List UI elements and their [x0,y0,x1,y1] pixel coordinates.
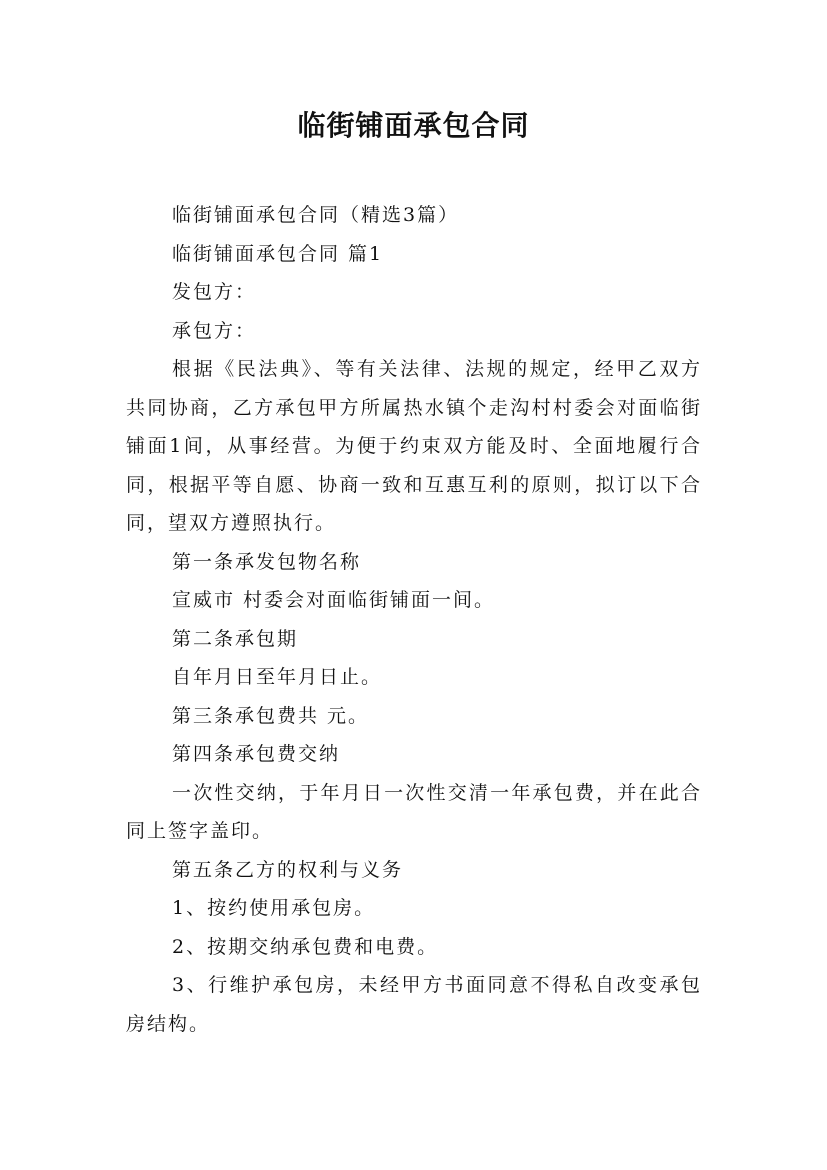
paragraph-contractor-receiver: 承包方： [172,319,257,342]
paragraph-article-5-item-3: 3、行维护承包房，未经甲方书面同意不得私自改变承包房结构。 [126,974,702,1035]
paragraph-article-1-heading: 第一条承发包物名称 [172,550,362,573]
paragraph-article-4-body: 一次性交纳，于年月日一次性交清一年承包费，并在此合同上签字盖印。 [126,781,702,842]
paragraph-article-3: 第三条承包费共 元。 [172,704,370,727]
paragraph-section-heading: 临街铺面承包合同 篇1 [172,242,384,265]
paragraph-article-5-item-2: 2、按期交纳承包费和电费。 [172,935,439,958]
paragraph-article-2-heading: 第二条承包期 [172,627,299,650]
paragraph-preamble: 根据《民法典》、等有关法律、法规的规定，经甲乙双方共同协商，乙方承包甲方所属热水镇个走沟村村委会对面临街铺面1间，从事经营。为便于约束双方能及时、全面地履行合同，根据平等自愿、协商一致和互惠互利的原则，拟订以下合同，望双方遵照执行。 [126,358,702,534]
paragraph-article-2-body: 自年月日至年月日止。 [172,666,383,688]
paragraph-article-5-heading: 第五条乙方的权利与义务 [172,858,404,881]
paragraph-article-4-heading: 第四条承包费交纳 [172,743,341,765]
paragraph-article-5-item-1: 1、按约使用承包房。 [172,897,376,919]
paragraph-article-1-body: 宣威市 村委会对面临街铺面一间。 [172,589,496,611]
paragraph-subtitle: 临街铺面承包合同（精选3篇） [172,204,460,226]
document-body [126,196,702,1043]
paragraph-contractor-issuer: 发包方： [172,281,257,303]
document-title: 临街铺面承包合同 [297,109,530,142]
